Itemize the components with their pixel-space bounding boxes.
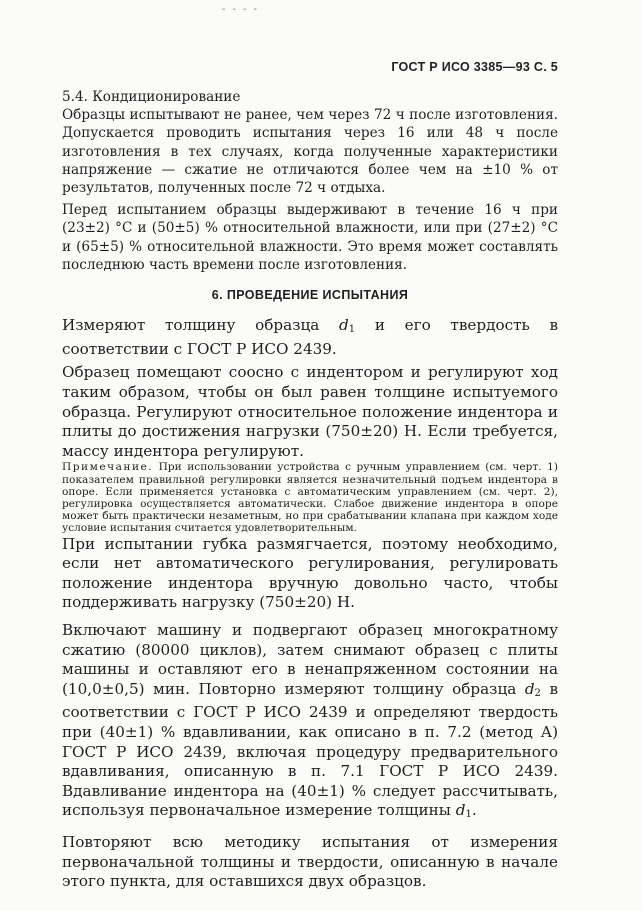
- conditioning-paragraph-2: Перед испытанием образцы выдерживают в течение 16 ч при (23±2) °С и (50±5) % относительной влажности, или при (27±2) °С и (65±5) % относительной влажности. Это время может составлять последнюю часть времени после изготовления.: [62, 202, 558, 273]
- note: [62, 461, 558, 534]
- note-label: Примечание.: [62, 461, 154, 474]
- running-header: ГОСТ Р ИСО 3385—93 С. 5: [391, 60, 558, 74]
- test-paragraph-4: Включают машину и подвергают образец многократному сжатию (80000 циклов), затем снимают образец с плиты машины и оставляют его в ненапряженном состоянии на (10,0±0,5) мин. Повторно измеряют толщину образца $d_2$ в соответствии с ГОСТ Р ИСО 2439 и определяют твердость при (40±1) % вдавливании, как описано в п. 7.2 (метод А) ГОСТ Р ИСО 2439, включая процедуру предварительного вдавливания, описанную в п. 7.1 ГОСТ Р ИСО 2439. Вдавливание индентора на (40±1) % следует рассчитывать, используя первоначальное измерение толщины $d_1$.: [62, 620, 558, 821]
- test-paragraph-1: Измеряют толщину образца $d_1$ и его твердость в соответствии с ГОСТ Р ИСО 2439.: [62, 316, 559, 358]
- section-title: 6. ПРОВЕДЕНИЕ ИСПЫТАНИЯ: [211, 288, 409, 303]
- document-body: [62, 88, 558, 892]
- subsection-heading: 5.4. Кондиционирование: [62, 89, 241, 105]
- conditioning-paragraph-1: Образцы испытывают не ранее, чем через 72 ч после изготовления. Допускается проводить испытания через 16 или 48 ч после изготовления в тех случаях, когда полученные характеристики напряжение — сжатие не отличаются более чем на ±10 % от результатов, полученных после 72 ч отдыха.: [62, 107, 558, 197]
- note-text: При использовании устройства с ручным управлением (см. черт. 1) показателем правильной регулировки является незначительный подъем индентора в опоре. Если применяется установка с автоматическим управлением (см. черт. 2), регулировка осуществляется автоматически. Слабое движение индентора в опоре может быть практически незаметным, но при срабатывании клапана при каждом ходе условие испытания считается удовлетворительным.: [62, 461, 558, 535]
- top-scan-mark: - - - -: [222, 4, 260, 15]
- test-paragraph-2: Образец помещают соосно с индентором и регулируют ход таким образом, чтобы он был равен толщине испытуемого образца. Регулируют относительное положение индентора и плиты до достижения нагрузки (750±20) Н. Если требуется, массу индентора регулируют.: [62, 363, 558, 460]
- test-paragraph-5: Повторяют всю методику испытания от измерения первоначальной толщины и твердости, описанную в начале этого пункта, для оставшихся двух образцов.: [62, 832, 558, 891]
- test-paragraph-3: При испытании губка размягчается, поэтому необходимо, если нет автоматического регулирования, регулировать положение индентора вручную довольно часто, чтобы поддерживать нагрузку (750±20) Н.: [62, 534, 558, 612]
